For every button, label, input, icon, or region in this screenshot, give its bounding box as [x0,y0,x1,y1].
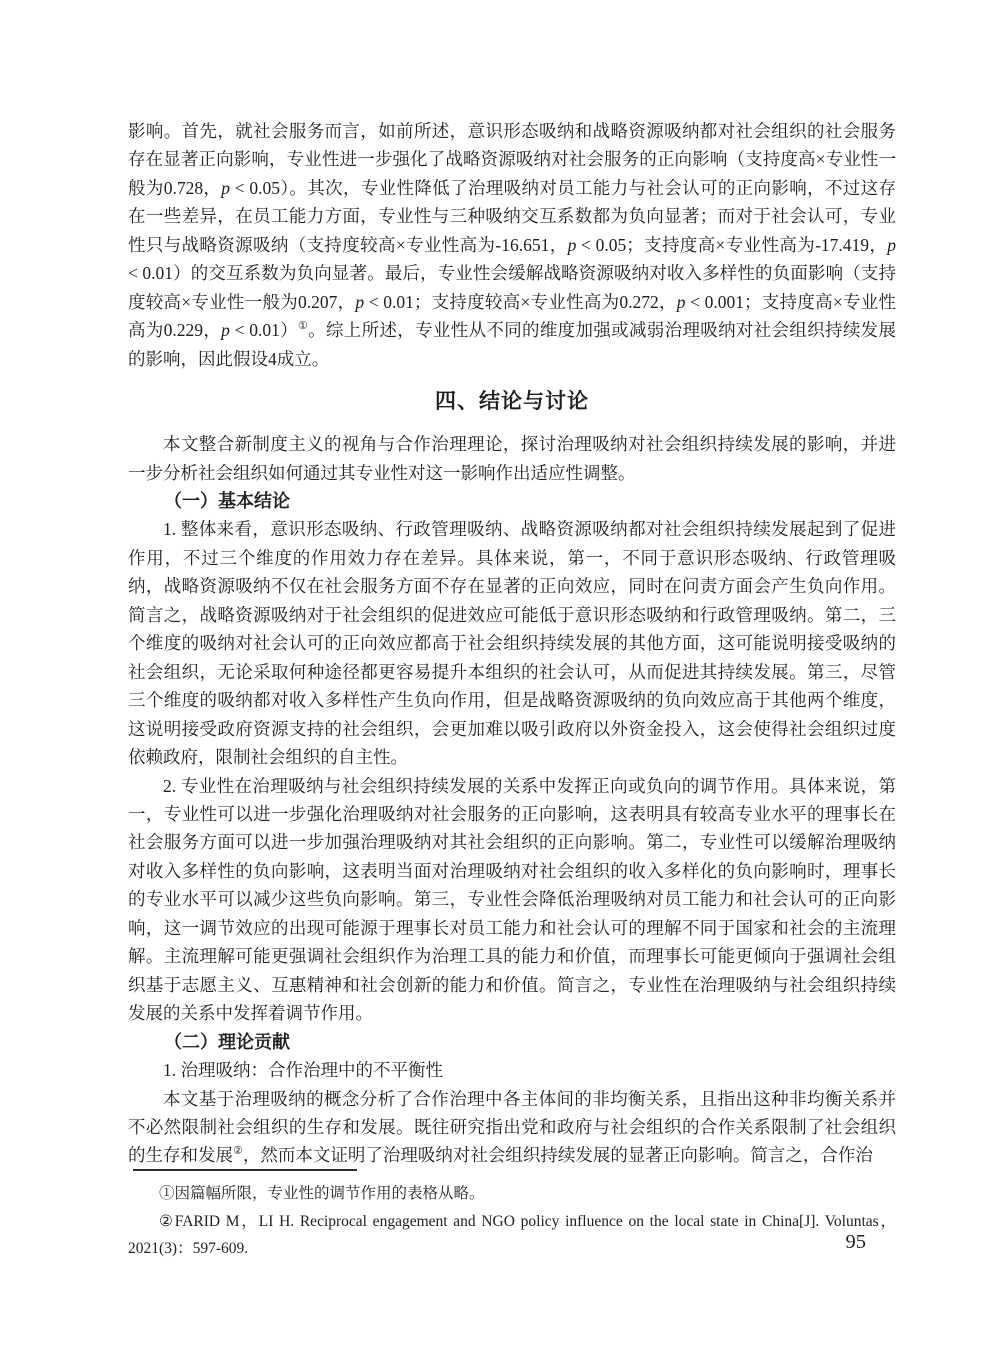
footnote-1: ①因篇幅所限，专业性的调节作用的表格从略。 [159,1185,485,1202]
footnote-block [128,1169,896,1263]
page-number: 95 [845,1231,866,1253]
subsection-heading-theoretical-contribution: （二）理论贡献 [164,1031,290,1052]
footnote-separator [133,1169,357,1171]
section-heading-conclusion: 四、结论与讨论 [435,390,589,414]
paragraph-theory-item-title: 1. 治理吸纳：合作治理中的不平衡性 [163,1060,443,1081]
paragraph-results-continuation: 影响。首先，就社会服务而言，如前所述，意识形态吸纳和战略资源吸纳都对社会组织的社会服务存在显著正向影响，专业性进一步强化了战略资源吸纳对社会服务的正向影响（支持度高×专业性一般为0.728，p < 0.05）。其次，专业性降低了治理吸纳对员工能力与社会认可的正向影响，不过这存在一些差异，在员工能力方面，专业性与三种吸纳交互系数都为负向显著；而对于社会认可，专业性只与战略资源吸纳（支持度较高×专业性高为-16.651，p < 0.05；支持度高×专业性高为-17.419，p < 0.01）的交互系数为负向显著。最后，专业性会缓解战略资源吸纳对收入多样性的负面影响（支持度较高×专业性一般为0.207，p < 0.01；支持度较高×专业性高为0.272，p < 0.001；支持度高×专业性高为0.229，p < 0.01）①。综上所述，专业性从不同的维度加强或减弱治理吸纳对社会组织持续发展的影响，因此假设4成立。 [128,121,896,369]
subsection-heading-basic-conclusions: （一）基本结论 [164,490,290,511]
paragraph-section-intro: 本文整合新制度主义的视角与合作治理理论，探讨治理吸纳对社会组织持续发展的影响，并进一步分析社会组织如何通过其专业性对这一影响作出适应性调整。 [128,434,896,483]
paragraph-theory-discussion: 本文基于治理吸纳的概念分析了合作治理中各主体间的非均衡关系，且指出这种非均衡关系并不必然限制社会组织的生存和发展。既往研究指出党和政府与社会组织的合作关系限制了社会组织的生存和发展②，然而本文证明了治理吸纳对社会组织持续发展的显著正向影响。简言之，合作治 [128,1088,896,1166]
article-text-block [128,117,896,1170]
paragraph-conclusion-point-2: 2. 专业性在治理吸纳与社会组织持续发展的关系中发挥正向或负向的调节作用。具体来说，第一，专业性可以进一步强化治理吸纳对社会服务的正向影响，这表明具有较高专业水平的理事长在社会服务方面可以进一步加强治理吸纳对其社会组织的正向影响。第二，专业性可以缓解治理吸纳对收入多样性的负向影响，这表明当面对治理吸纳对社会组织的收入多样化的负向影响时，理事长的专业水平可以减少这些负向影响。第三，专业性会降低治理吸纳对员工能力和社会认可的正向影响，这一调节效应的出现可能源于理事长对员工能力和社会认可的理解不同于国家和社会的主流理解。主流理解可能更强调社会组织作为治理工具的能力和价值，而理事长可能更倾向于强调社会组织基于志愿主义、互惠精神和社会创新的能力和价值。简言之，专业性在治理吸纳与社会组织持续发展的关系中发挥着调节作用。 [128,775,896,1024]
paragraph-conclusion-point-1: 1. 整体来看，意识形态吸纳、行政管理吸纳、战略资源吸纳都对社会组织持续发展起到了促进作用，不过三个维度的作用效力存在差异。具体来说，第一，不同于意识形态吸纳、行政管理吸纳，战略资源吸纳不仅在社会服务方面不存在显著的正向效应，同时在问责方面会产生负向作用。简言之，战略资源吸纳对于社会组织的促进效应可能低于意识形态吸纳和行政管理吸纳。第二，三个维度的吸纳对社会认可的正向效应都高于社会组织持续发展的其他方面，这可能说明接受吸纳的社会组织，无论采取何种途径都更容易提升本组织的社会认可，从而促进其持续发展。第三，尽管三个维度的吸纳都对收入多样性产生负向作用，但是战略资源吸纳的负向效应高于其他两个维度，这说明接受政府资源支持的社会组织，会更加难以吸引政府以外资金投入，这会使得社会组织过度依赖政府，限制社会组织的自主性。 [128,519,896,768]
footnote-2: ②FARID M，LI H. Reciprocal engagement and NGO policy influence on the local state in China[J]. Voluntas，2021(3)：597-609. [128,1212,896,1257]
